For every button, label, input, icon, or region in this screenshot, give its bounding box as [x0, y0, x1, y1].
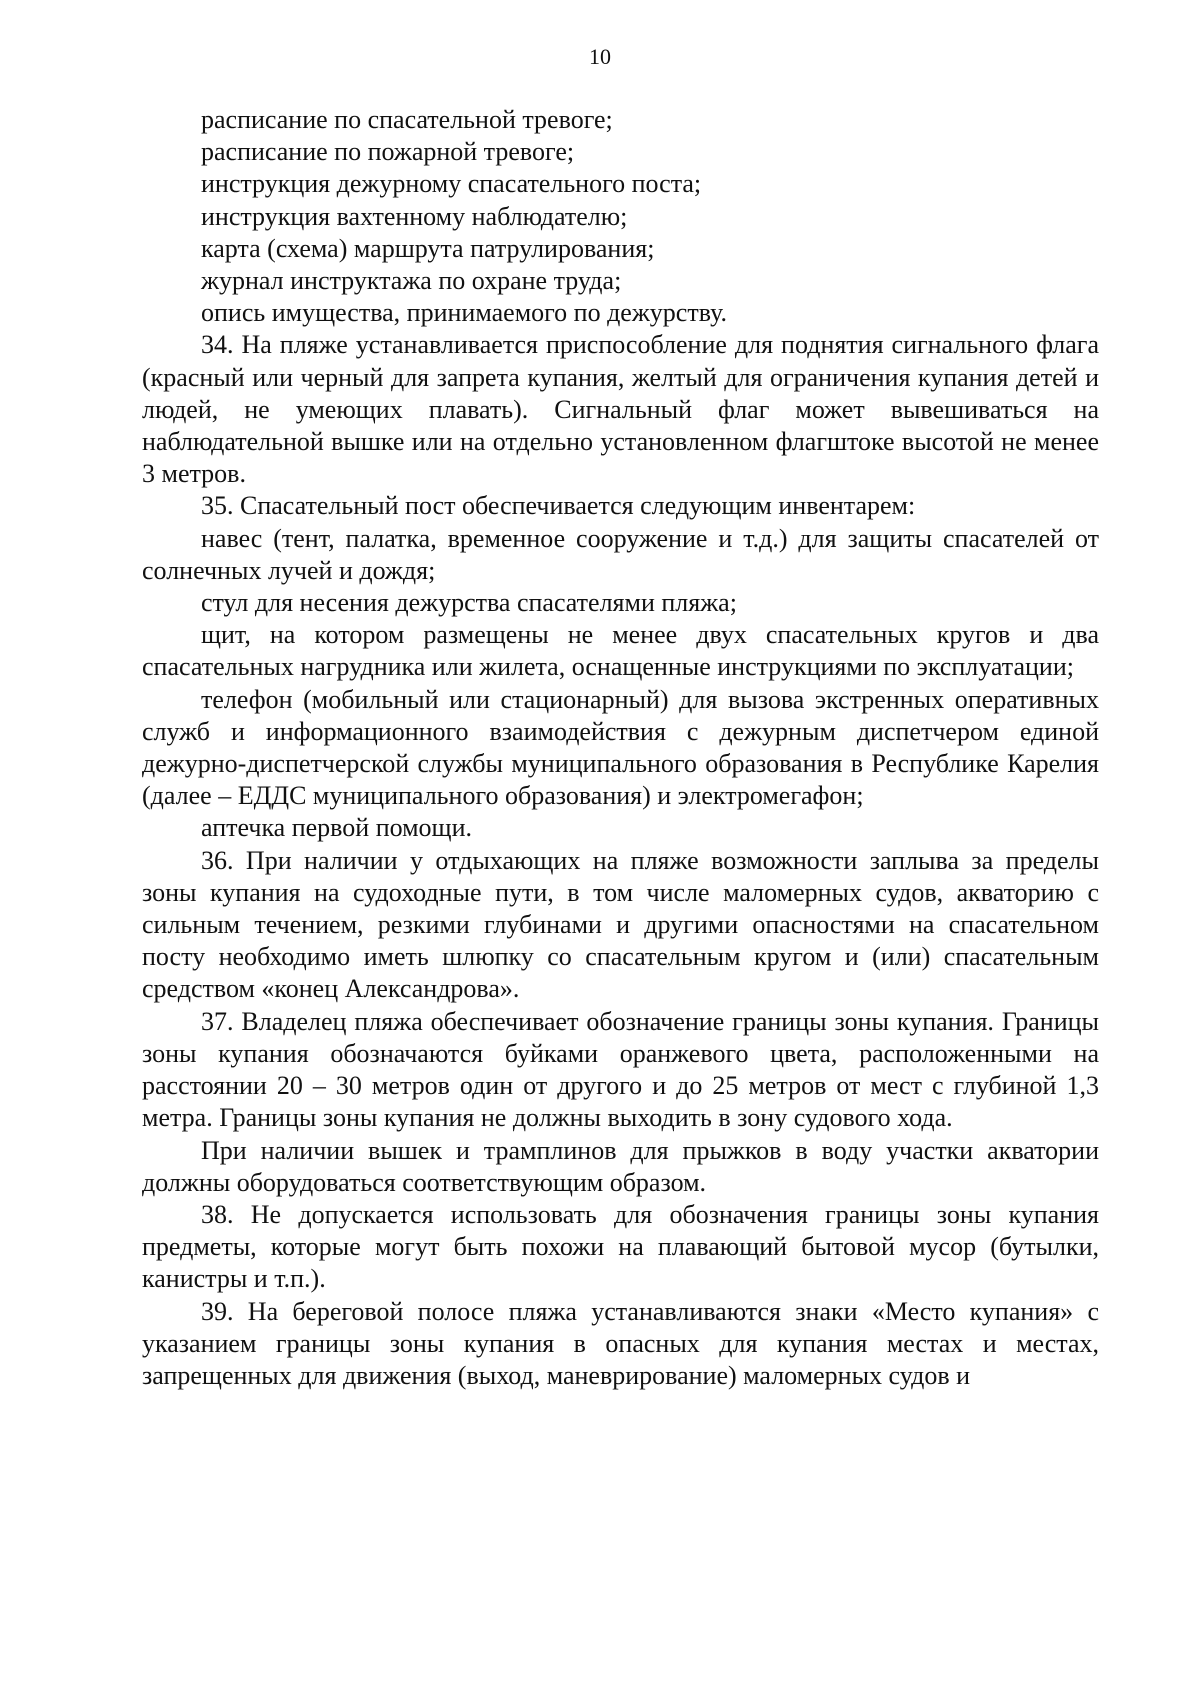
- paragraph-36: 36. При наличии у отдыхающих на пляже возможности заплыва за пределы зоны купания на судоходные пути, в том числе маломерных судов, акваторию с сильным течением, резкими глубинами и другими опасностями на спасательном посту необходимо иметь шлюпку со спасательным кругом и (или) спасательным средством «конец Александрова».: [142, 845, 1099, 1004]
- paragraph-39: 39. На береговой полосе пляжа устанавливаются знаки «Место купания» с указанием границы зоны купания в опасных для купания местах и местах, запрещенных для движения (выход, маневрирование) маломерных судов и: [142, 1296, 1099, 1390]
- paragraph-first-aid-kit: аптечка первой помощи.: [201, 813, 472, 843]
- paragraph-towers: При наличии вышек и трамплинов для прыжков в воду участки акватории должны оборудоваться соответствующим образом.: [142, 1135, 1099, 1197]
- paragraph-38: 38. Не допускается использовать для обозначения границы зоны купания предметы, которые могут быть похожи на плавающий бытовой мусор (бутылки, канистры и т.п.).: [142, 1199, 1099, 1294]
- paragraph-property-inventory: опись имущества, принимаемого по дежурству.: [201, 298, 727, 328]
- paragraph-34: 34. На пляже устанавливается приспособление для поднятия сигнального флага (красный или черный для запрета купания, желтый для ограничения купания детей и людей, не умеющих плавать). Сигнальный флаг может вывешиваться на наблюдательной вышке или на отдельно установленном флагштоке высотой не менее 3 метров.: [142, 330, 1099, 489]
- paragraph-patrol-route-map: карта (схема) маршрута патрулирования;: [201, 233, 655, 263]
- paragraph-board: щит, на котором размещены не менее двух спасательных кругов и два спасательных нагрудника или жилета, оснащенные инструкциями по эксплуатации;: [142, 620, 1099, 682]
- paragraph-35: 35. Спасательный пост обеспечивается следующим инвентарем:: [201, 491, 916, 521]
- paragraph-rescue-alarm-schedule: расписание по спасательной тревоге;: [201, 105, 613, 134]
- paragraph-duty-officer-instruction: инструкция дежурному спасательного поста;: [201, 169, 702, 199]
- paragraph-37: 37. Владелец пляжа обеспечивает обозначение границы зоны купания. Границы зоны купания обозначаются буйками оранжевого цвета, расположенными на расстоянии 20 – 30 метров один от другого и до 25 метров от мест с глубиной 1,3 метра. Границы зоны купания не должны выходить в зону судового хода.: [142, 1006, 1099, 1133]
- paragraph-safety-briefing-log: журнал инструктажа по охране труда;: [201, 266, 622, 296]
- page-number: 10: [589, 44, 611, 69]
- document-body: [142, 104, 1099, 1392]
- paragraph-chair: стул для несения дежурства спасателями пляжа;: [201, 588, 737, 618]
- paragraph-telephone: телефон (мобильный или стационарный) для вызова экстренных оперативных служб и информационного взаимодействия с дежурным диспетчером единой дежурно-диспетчерской службы муниципального образования в Республике Карелия (далее – ЕДДС муниципального образования) и электромегафон;: [142, 684, 1099, 811]
- paragraph-watch-observer-instruction: инструкция вахтенному наблюдателю;: [201, 201, 628, 231]
- paragraph-fire-alarm-schedule: расписание по пожарной тревоге;: [201, 137, 575, 167]
- paragraph-canopy: навес (тент, палатка, временное сооружение и т.д.) для защиты спасателей от солнечных лучей и дождя;: [142, 523, 1099, 585]
